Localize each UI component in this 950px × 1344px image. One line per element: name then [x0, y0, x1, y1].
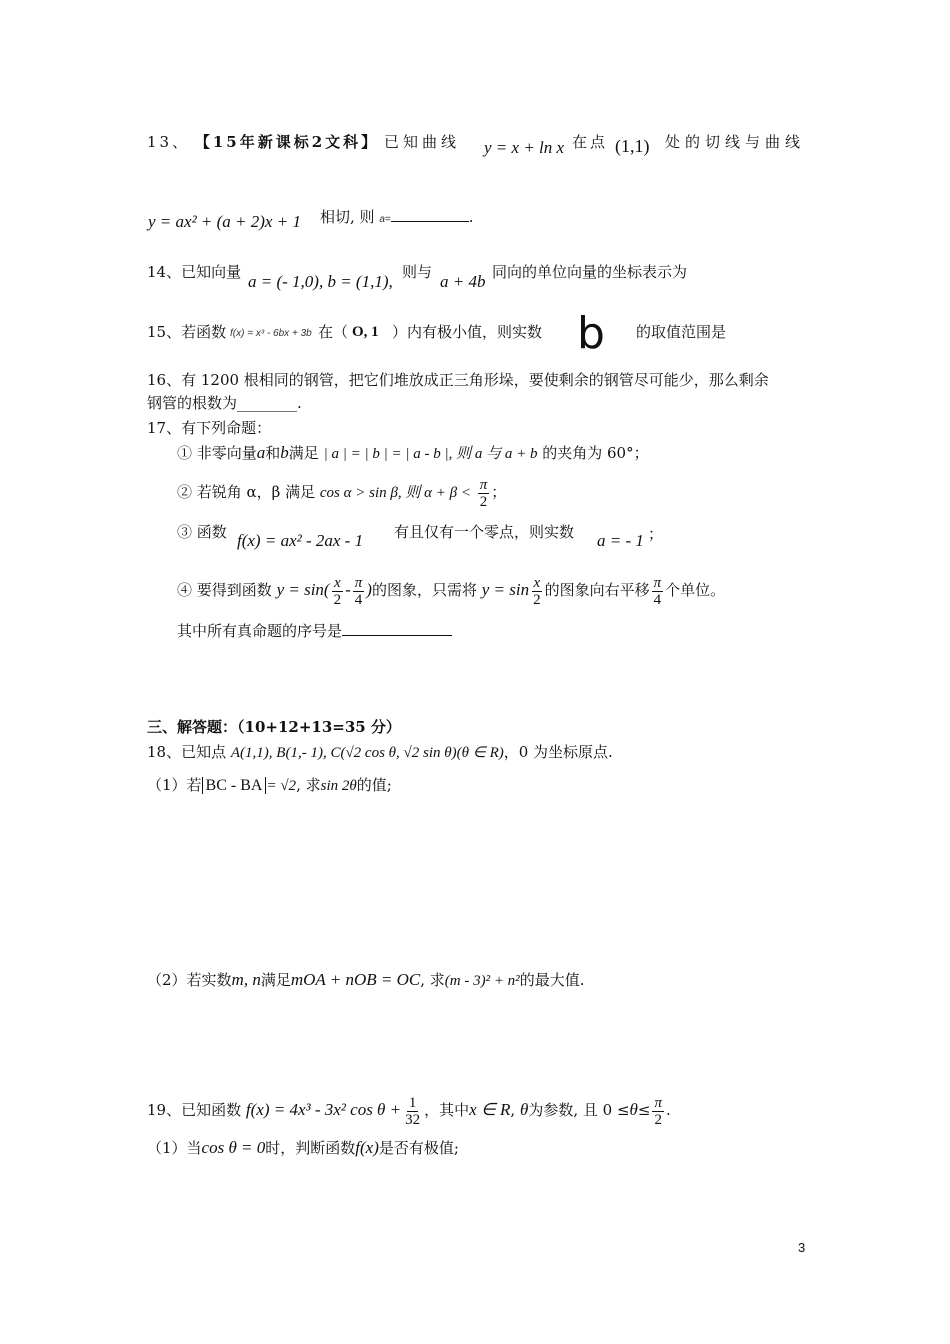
q18-number: 18、 [147, 743, 182, 761]
q15-var-b: b [577, 308, 605, 359]
q18-text-a: 已知点 [181, 743, 227, 761]
q14-text-a: 已知向量 [181, 263, 242, 281]
q18-part2 [147, 970, 584, 991]
q17-item1-m2: b [280, 443, 289, 462]
q17-item4-frac4-den: 4 [653, 591, 662, 608]
q17-item4-b: 的图象，只需将 [371, 581, 477, 599]
q15-text-b: 在（ [318, 323, 349, 341]
q17-item3-a: ③ 函数 [177, 523, 227, 541]
q19-p1-c: 是否有极值; [378, 1139, 459, 1157]
q15-func: f(x) = x³ - 6bx + 3b [230, 328, 312, 339]
q19-text-e: ≤ [637, 1101, 651, 1119]
q18-p2-m2: mOA + nOB = OC [290, 970, 421, 989]
q19-frac2-den: 2 [654, 1111, 662, 1128]
page-number: 3 [798, 1240, 806, 1255]
q17-item4-m2: ) [366, 580, 372, 599]
q18-p2-m1: m, n [231, 970, 261, 989]
q17-item4-m1: y = sin( [276, 580, 330, 599]
q17-summary-text: 其中所有真命题的序号是 [177, 622, 343, 640]
q18-p2-d: 的最大值. [519, 971, 585, 989]
q13-text-b: 在点 [572, 133, 609, 151]
q17-item4-d: 个单位。 [665, 581, 726, 599]
q18-p1-m2: sin 2θ [320, 778, 357, 794]
q17-item3-m2: a = - 1 [597, 531, 644, 550]
q15-number: 15、 [147, 323, 182, 341]
q17-summary-blank [342, 621, 452, 636]
q18-p1-b: , 求 [296, 776, 321, 794]
q17-item2-frac-num: π [479, 476, 488, 493]
q13-line2-expr: y = ax² + (a + 2)x + 1 [148, 212, 301, 231]
q17-item4-frac3-den: 2 [533, 591, 541, 608]
q17-item4-frac2-num: π [354, 574, 363, 591]
q17-item4-frac2 [353, 575, 365, 608]
q15-text-a: 若函数 [181, 323, 227, 341]
q19-frac2 [652, 1095, 664, 1128]
q13-point: (1,1) [615, 136, 650, 156]
q17-title: 17、有下列命题： [147, 419, 272, 437]
q19-text-a: 已知函数 [181, 1101, 242, 1119]
q17-item2 [177, 474, 506, 511]
q17-item4-frac1-den: 2 [333, 591, 342, 608]
q13-source: 【15年新课标2文科】 [194, 133, 380, 151]
q18-p1-a: （1）若 [147, 776, 202, 794]
q18-p2-c: , 求 [420, 971, 445, 989]
q14-text-c: 同向的单位向量的坐标表示为 [492, 263, 688, 281]
q17-item4-frac4-num: π [653, 574, 662, 591]
q17-item4-frac3-num: x [533, 574, 541, 591]
q17-item4-a: ④ 要得到函数 [177, 581, 272, 599]
q17-item1-d: 的夹角为 60°； [542, 444, 649, 462]
q17-item2-frac [478, 477, 490, 510]
q19-text-f: . [665, 1101, 671, 1119]
q19-part1 [147, 1138, 459, 1158]
q15-line [147, 322, 226, 342]
q17-summary [177, 621, 452, 641]
q18-p2-m3: (m - 3)² + n² [444, 973, 520, 989]
q17-item1-b: 和 [265, 444, 281, 462]
q17-item4-frac1 [332, 575, 344, 608]
q17-item3-end: ； [648, 525, 664, 543]
q14-vectors: a = (- 1,0), b = (1,1), [248, 272, 393, 291]
q13-text-a: 已知曲线 [383, 133, 460, 151]
q16-line1: 16、有 1200 根相同的钢管，把它们堆放成正三角形垛，要使剩余的钢管尽可能少，那么剩余 [147, 371, 769, 389]
q19-frac [403, 1095, 422, 1128]
q18-text-b: ，0 为坐标原点. [503, 743, 613, 761]
q13-number: 13、 [147, 133, 191, 151]
q17-item4-frac4 [652, 575, 664, 608]
q19-text-b: ，其中 [424, 1101, 470, 1119]
q19-frac-den: 32 [405, 1111, 421, 1128]
q15-text-c: ）内有极小值，则实数 [392, 323, 543, 341]
q15-text-d: 的取值范围是 [636, 323, 727, 341]
q13-answer-var: a= [379, 214, 391, 225]
q17-item2-end: ； [491, 483, 507, 501]
q19-m2: θ [519, 1100, 529, 1119]
q17-item3-b: 有且仅有一个零点，则实数 [394, 523, 575, 541]
q17-item1-a: ① 非零向量 [177, 444, 257, 462]
q19-text-c: , [510, 1101, 516, 1119]
q18-part1 [147, 775, 392, 796]
q14-text-b: 则与 [402, 263, 433, 281]
q17-item1-m3: | a | = | b | = | a - b |, 则 a 与 a + b [323, 446, 538, 462]
q17-item1-m1: a [256, 443, 266, 462]
q18-points: A(1,1), B(1,- 1), C(√2 cos θ, √2 sin θ)(θ ∈ R) [230, 745, 504, 761]
q15-interval: O, 1 [352, 324, 379, 340]
q19-number: 19、 [147, 1101, 182, 1119]
q13-curve: y = x + ln x [484, 138, 565, 157]
q17-item2-m1: cos α > sin β, 则 α + β < [319, 485, 471, 501]
q17-item2-frac-den: 2 [479, 493, 488, 510]
q18-p2-a: （2）若实数 [147, 971, 232, 989]
q19-p1-m2: f(x) [355, 1138, 379, 1157]
q13-line1 [147, 132, 460, 152]
q19-p1-a: （1）当 [147, 1139, 202, 1157]
q19-frac-num: 1 [408, 1094, 417, 1111]
q17-item4-frac2-den: 4 [354, 591, 363, 608]
q13-answer-blank [391, 207, 469, 222]
q19-text-d: 为参数, 且 0 ≤ [528, 1101, 630, 1119]
q18-p1-c: 的值; [356, 776, 392, 794]
q19-p1-b: 时，判断函数 [265, 1139, 356, 1157]
q14-expr: a + 4b [440, 272, 486, 291]
q17-item1-c: 满足 [288, 444, 319, 462]
q19-p1-m: cos θ = 0 [201, 1138, 266, 1157]
q19-func: f(x) = 4x³ - 3x² cos θ + [245, 1100, 402, 1119]
q17-item4 [177, 572, 725, 608]
q18-p1-m: = √2 [266, 778, 297, 794]
q19-m1: x ∈ R [469, 1100, 511, 1119]
q19-line1 [147, 1092, 671, 1128]
q17-item2-a: ② 若锐角 α，β 满足 [177, 483, 316, 501]
section3-title: 三、解答题：（10+12+13=35 分） [147, 718, 401, 736]
q16-line2: 钢管的根数为________. [147, 394, 302, 412]
q14-number: 14、 [147, 263, 182, 281]
q18-p1-abs: BC - BA [202, 777, 267, 794]
q17-item4-frac3 [531, 575, 543, 608]
q17-item1 [177, 443, 649, 464]
q14-line [147, 262, 241, 282]
q17-item4-m3: y = sin [481, 580, 530, 599]
q13-text-c: 处的切线与曲线 [665, 133, 806, 151]
q17-item4-minus: - [345, 580, 351, 599]
q13-line2-label: 相切, 则 [320, 208, 375, 226]
q17-item4-frac1-num: x [334, 574, 341, 591]
q19-frac2-num: π [654, 1094, 662, 1111]
q13-line2-text: 相切, 则 a= . [320, 208, 474, 226]
q17-item3-m1: f(x) = ax² - 2ax - 1 [237, 531, 364, 550]
q18-line1 [147, 742, 613, 763]
q17-item4-c: 的图象向右平移 [544, 581, 650, 599]
q19-m3: θ [629, 1100, 638, 1119]
q18-p2-b: 满足 [260, 971, 291, 989]
